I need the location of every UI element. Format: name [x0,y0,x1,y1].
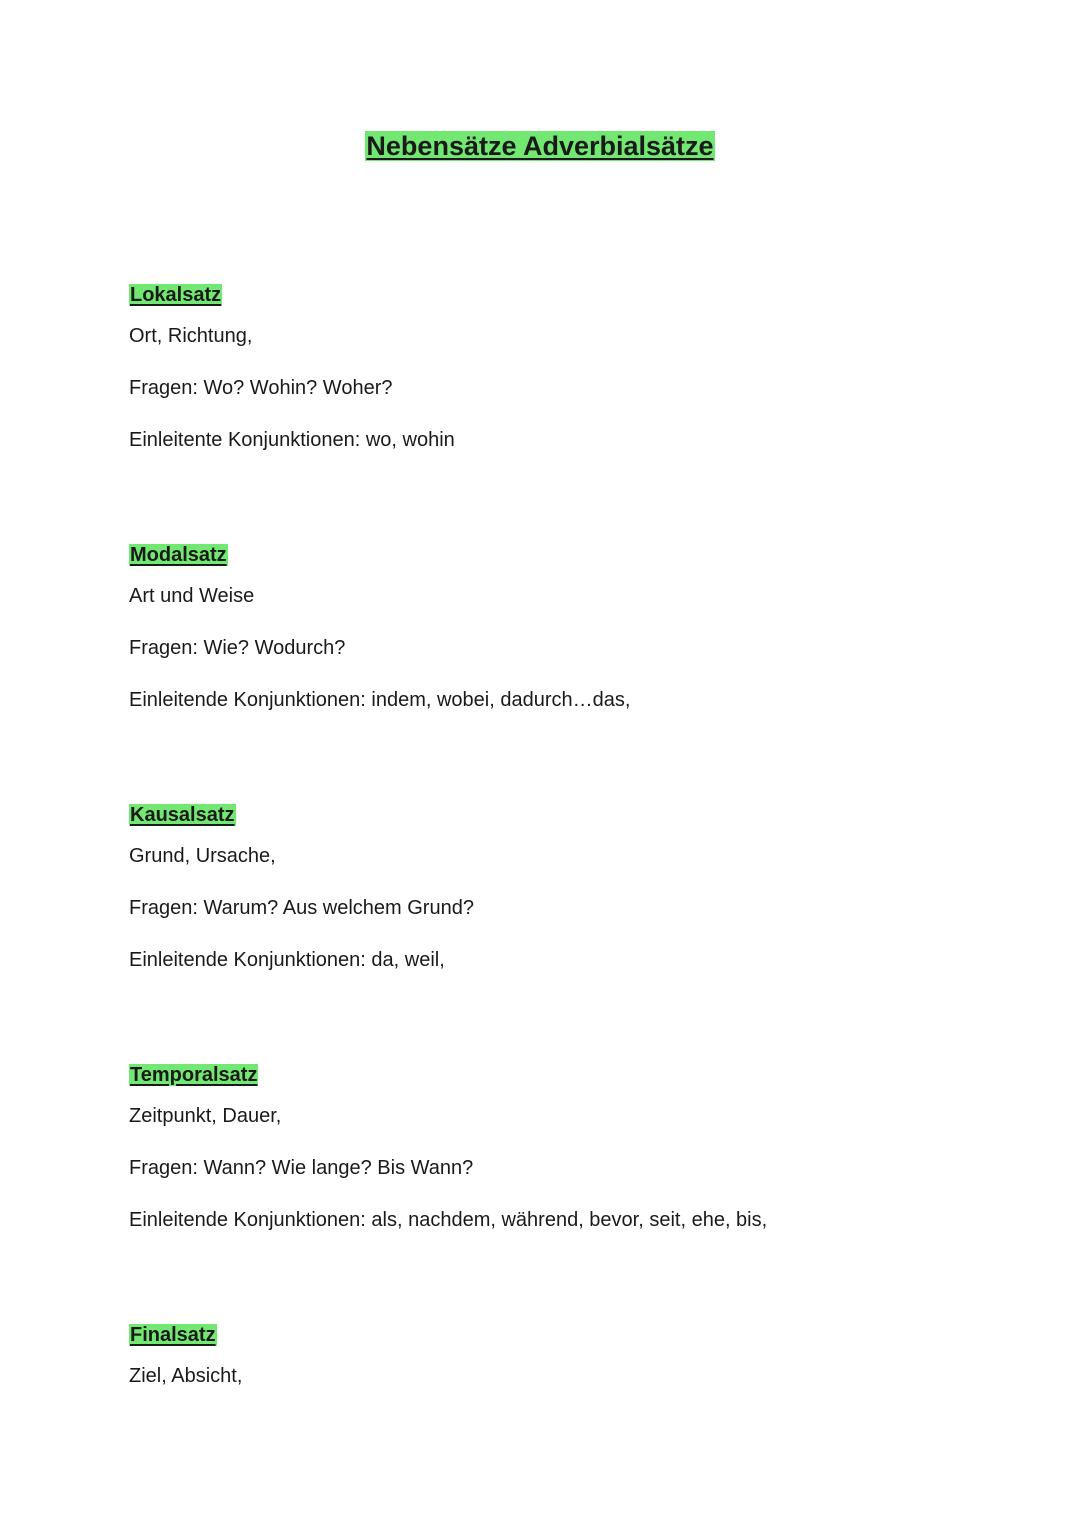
section-line: Einleitende Konjunktionen: da, weil, [129,949,445,971]
section-heading [129,1320,1029,1350]
section-line: Fragen: Wie? Wodurch? [129,637,346,659]
section-line: Einleitente Konjunktionen: wo, wohin [129,429,455,451]
section-heading [129,1060,1029,1090]
section-line: Einleitende Konjunktionen: als, nachdem, während, bevor, seit, ehe, bis, [129,1209,768,1231]
section-heading-text: Modalsatz [130,544,227,566]
section-finalsatz [129,1320,1029,1402]
section-heading-text: Temporalsatz [130,1064,258,1086]
section-line: Fragen: Wo? Wohin? Woher? [129,377,393,399]
section-lokalsatz [129,280,1029,466]
section-heading [129,800,1029,830]
section-line: Ort, Richtung, [129,325,253,347]
section-kausalsatz [129,800,1029,986]
section-line: Zeitpunkt, Dauer, [129,1105,282,1127]
section-line: Fragen: Wann? Wie lange? Bis Wann? [129,1157,474,1179]
page-title-text: Nebensätze Adverbialsätze [366,131,714,161]
section-line: Ziel, Absicht, [129,1365,243,1387]
section-heading [129,540,1029,570]
section-heading-text: Lokalsatz [130,284,222,306]
section-heading-text: Finalsatz [130,1324,216,1346]
section-line: Fragen: Warum? Aus welchem Grund? [129,897,474,919]
section-modalsatz [129,540,1029,726]
section-temporalsatz [129,1060,1029,1246]
section-heading [129,280,1029,310]
section-heading-text: Kausalsatz [130,804,235,826]
section-line: Art und Weise [129,585,255,607]
page-title [0,128,1080,164]
section-line: Einleitende Konjunktionen: indem, wobei, dadurch…das, [129,689,631,711]
section-line: Grund, Ursache, [129,845,276,867]
